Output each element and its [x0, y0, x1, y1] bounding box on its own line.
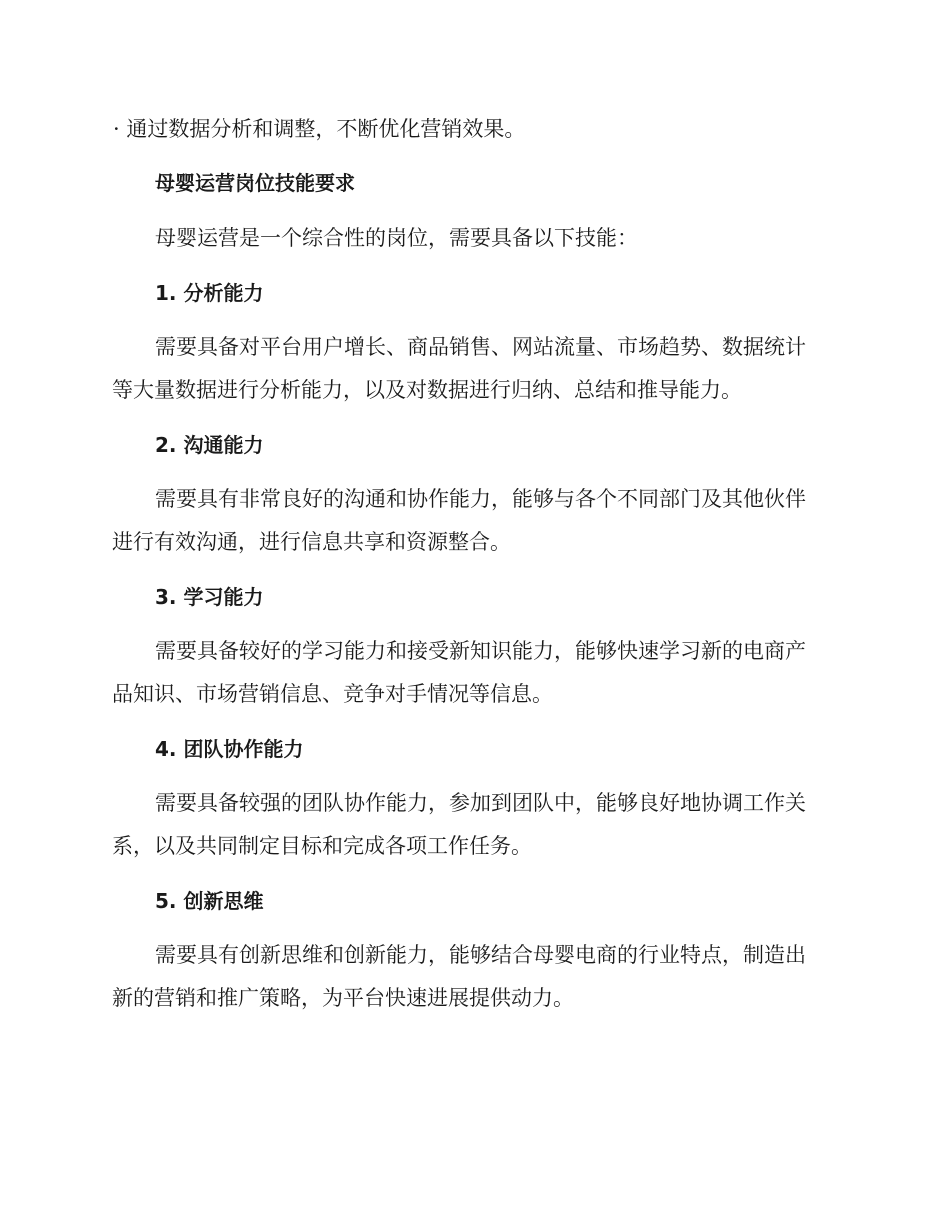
- intro-paragraph: 母婴运营是一个综合性的岗位，需要具备以下技能：: [155, 226, 638, 250]
- skill-analysis-line1: 需要具备对平台用户增长、商品销售、网站流量、市场趋势、数据统计: [155, 335, 806, 359]
- skill-heading-communication: 2. 沟通能力: [155, 433, 264, 457]
- skill-communication-line2: 进行有效沟通，进行信息共享和资源整合。: [112, 530, 511, 554]
- skill-heading-analysis: 1. 分析能力: [155, 281, 264, 305]
- skill-innovation-line1: 需要具有创新思维和创新能力，能够结合母婴电商的行业特点，制造出: [155, 943, 806, 967]
- section-title: 母婴运营岗位技能要求: [155, 171, 355, 195]
- skill-learning-line2: 品知识、市场营销信息、竞争对手情况等信息。: [112, 682, 553, 706]
- skill-heading-innovation: 5. 创新思维: [155, 889, 264, 913]
- skill-teamwork-line1: 需要具备较强的团队协作能力，参加到团队中，能够良好地协调工作关: [155, 791, 806, 815]
- skill-teamwork-line2: 系，以及共同制定目标和完成各项工作任务。: [112, 834, 532, 858]
- skill-innovation-line2: 新的营销和推广策略，为平台快速进展提供动力。: [112, 986, 574, 1010]
- skill-learning-line1: 需要具备较好的学习能力和接受新知识能力，能够快速学习新的电商产: [155, 639, 806, 663]
- bullet-line: · 通过数据分析和调整，不断优化营销效果。: [113, 117, 526, 141]
- skill-analysis-line2: 等大量数据进行分析能力，以及对数据进行归纳、总结和推导能力。: [112, 378, 742, 402]
- skill-heading-teamwork: 4. 团队协作能力: [155, 737, 304, 761]
- skill-heading-learning: 3. 学习能力: [155, 585, 264, 609]
- skill-communication-line1: 需要具有非常良好的沟通和协作能力，能够与各个不同部门及其他伙伴: [155, 487, 806, 511]
